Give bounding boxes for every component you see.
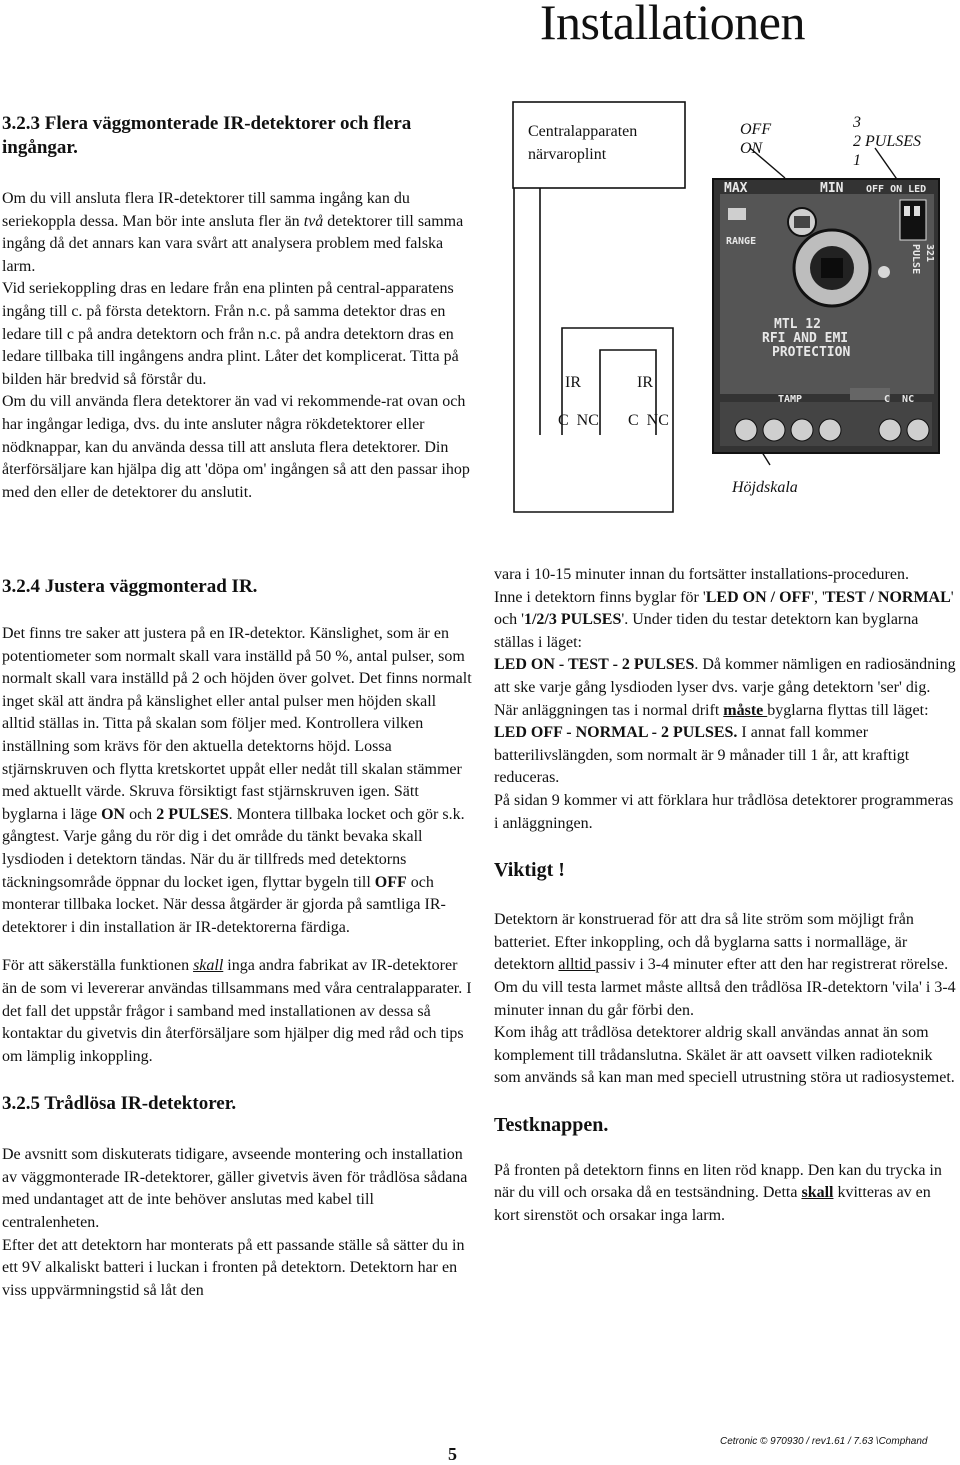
central-unit-label-1: Centralapparaten <box>528 123 638 140</box>
heading-viktigt: Viktigt ! <box>494 859 565 882</box>
page-title: Installationen <box>539 0 805 50</box>
pcb-321-label: 321 <box>924 244 935 263</box>
pcb-max-label: MAX <box>724 181 748 196</box>
pulse-2-label: 2 PULSES <box>853 133 921 150</box>
pcb-range-label: RANGE <box>726 236 757 247</box>
pcb-offonled-label: OFF ON LED <box>866 184 927 195</box>
paragraph-adjust: Det finns tre saker att justera på en IR-detektor. Känslighet, som är en potentiometer som normalt skall vara inställd på 50 %, antal pulser, som normalt skall vara inställd på 2 och höjden över golvet. Det finns normalt inget skäl att ändra på känslighet eller antal pulser men höjden skall alltid ställas in. Titta på skalan som följer med. Kontrollera vilken inställning som krävs för den aktuella detektorns höjd. Lossa stjärnskruven och flytta kretskortet uppåt eller nedåt till skalan stämmer med aktuellt värde. Skruva försiktigt fast stjärnskruven igen. Sätt byglarna i läge ON och 2 PULSES. Montera tillbaka locket och gör s.k. gångtest. Varje gång du rör dig i det område du tänkt bevaka skall lysdioden i detektorn tändas. När du är tillfreds med detektorns täckningsområde öppnar du locket igen, flyttar bygeln till OFF och monterar tillbaka locket. När dessa åtgärder är gjorda på samtliga IR-detektorer i din installation är IR-detektorerna färdiga. <box>2 625 472 936</box>
pcb-min-label: MIN <box>820 181 844 196</box>
left-column-bottom <box>2 575 472 1302</box>
paragraph-complement: Kom ihåg att trådlösa detektorer aldrig skall användas annat än som komplement till trådanslutna. Skälet är att oavsett vilken radioteknik som används så kan man med speciell utrustning störa ut radiosystemet. <box>494 1024 955 1087</box>
paragraph-normal-mode: När anläggningen tas i normal drift måste byglarna flyttas till läget: <box>494 701 929 719</box>
detector-circuit-board-image <box>712 178 940 454</box>
paragraph-test-mode: LED ON - TEST - 2 PULSES. Då kommer nämligen en radiosändning att ske varje gång lysdioden lyser dvs. varje gång detektorn 'ser' dig. <box>494 656 956 696</box>
jumper-on-label: ON <box>740 140 763 157</box>
detector-1-terminals: C NC <box>558 412 599 429</box>
pcb-pulse-label: PULSE <box>910 244 921 275</box>
paragraph-wireless-intro: De avsnitt som diskuterats tidigare, avseende montering och installation av väggmonterade IR-detektorer, gäller givetvis även för trådlösa sådana med undantaget att de inte behöver anslutas med kabel till centralenheten. <box>2 1146 468 1232</box>
heading-3-2-4: 3.2.4 Justera väggmonterad IR. <box>2 576 258 597</box>
pcb-rfi-label: RFI AND EMI <box>762 331 849 346</box>
detector-1-ir-label: IR <box>565 374 581 391</box>
pcb-shapes <box>714 180 938 452</box>
page-number: 5 <box>448 1444 457 1464</box>
detector-2-ir-label: IR <box>637 374 653 391</box>
central-unit-label-2: närvaroplint <box>528 146 607 163</box>
paragraph-battery-life: LED OFF - NORMAL - 2 PULSES. I annat fall kommer batterilivslängden, som normalt är 9 månader till 1 år, att kraftigt reduceras. <box>494 724 910 787</box>
paragraph-power-saving: Detektorn är konstruerad för att dra så lite ström som möjligt från batteriet. Efter inkoppling, och då byglarna satts i normalläge, är detektorn alltid passiv i 3-4 minuter efter att den har registrerat rörelse. Om du vill testa larmet måste alltså den trådlösa IR-detektorn 'vila' i 3-4 minuter innan du går förbi den. <box>494 911 956 1019</box>
jumper-off-label: OFF <box>740 121 772 138</box>
height-scale-label: Höjdskala <box>732 479 798 496</box>
pulse-1-label: 1 <box>853 152 861 169</box>
pcb-mtl-label: MTL 12 <box>774 317 821 332</box>
heading-testknappen: Testknappen. <box>494 1113 609 1136</box>
paragraph-programming: På sidan 9 kommer vi att förklara hur trådlösa detektorer programmeras i anläggningen. <box>494 791 954 832</box>
paragraph-warmup: vara i 10-15 minuter innan du fortsätter installations-proceduren. <box>494 566 909 583</box>
heading-3-2-5: 3.2.5 Trådlösa IR-detektorer. <box>2 1093 237 1115</box>
heading-3-2-3: 3.2.3 Flera väggmonterade IR-detektorer och flera ingångar. <box>2 113 412 158</box>
pcb-protection-label: PROTECTION <box>772 345 851 360</box>
paragraph-wireless-battery: Efter det att detektorn har monterats på ett passande ställe så sätter du in ett 9V alkaliskt batteri i luckan i fronten på detektorn. Detektorn har en viss uppvärmningstid så låt den <box>2 1236 465 1299</box>
paragraph-jumpers: Inne i detektorn finns byglar för 'LED ON / OFF', 'TEST / NORMAL' och '1/2/3 PULSES'. Under tiden du testar detektorn kan byglarna ställas i läget: <box>494 588 954 651</box>
right-column <box>494 564 960 1228</box>
pcb-tamp-label: TAMP <box>778 394 803 405</box>
copyright-footer: Cetronic © 970930 / rev1.61 / 7.63 \Comphand <box>720 1436 928 1447</box>
left-column-top <box>2 112 472 504</box>
paragraph-series-wiring: Vid seriekoppling dras en ledare från ena plinten på central-apparatens ingång till c. på första detektorn. Från n.c. på samma detektor dras en ledare till c på andra detektorn och från n.c. på andra detektorn dras en ledare tillbaka till ingångens andra plint. Låter det komplicerat. Titta på bilden här bredvid så förstår du. <box>2 280 459 388</box>
paragraph-test-button: På fronten på detektorn finns en liten röd knapp. Den kan du trycka in när du vill och orsaka då en testsändning. Detta skall kvitteras av en kort sirenstöt och orsakar inga larm. <box>494 1161 942 1225</box>
paragraph-series-intro: Om du vill ansluta flera IR-detektorer till samma ingång kan du seriekoppla dessa. Man bör inte ansluta fler än två detektorer till samma ingång då det annars kan vara svårt att analysera problem med falska larm. <box>2 190 464 275</box>
detector-2-terminals: C NC <box>628 412 669 429</box>
paragraph-brands: För att säkerställa funktionen skall inga andra fabrikat av IR-detektorer än de som vi levererar användas tillsammans med våra centralapparater. I det fall det uppstår frågor i samband med installationen av dessa så kontaktar du givetvis din återförsäljare som hjälper dig med råd och tips om lämplig inkoppling. <box>2 957 472 1065</box>
pulse-3-label: 3 <box>853 114 861 131</box>
pcb-cnc-label: C NC <box>884 394 915 405</box>
paragraph-more-detectors: Om du vill använda flera detektorer än vad vi rekommende-rat ovan och har ingångar lediga, dvs. du inte ansluter några rökdetektorer eller nödknappar, kan du använda dessa till att ansluta flera detektorer. Din återförsäljare kan hjälpa dig att 'döpa om' ingången så att den passar ihop med den eller de detektorer du anslutit. <box>2 393 470 501</box>
